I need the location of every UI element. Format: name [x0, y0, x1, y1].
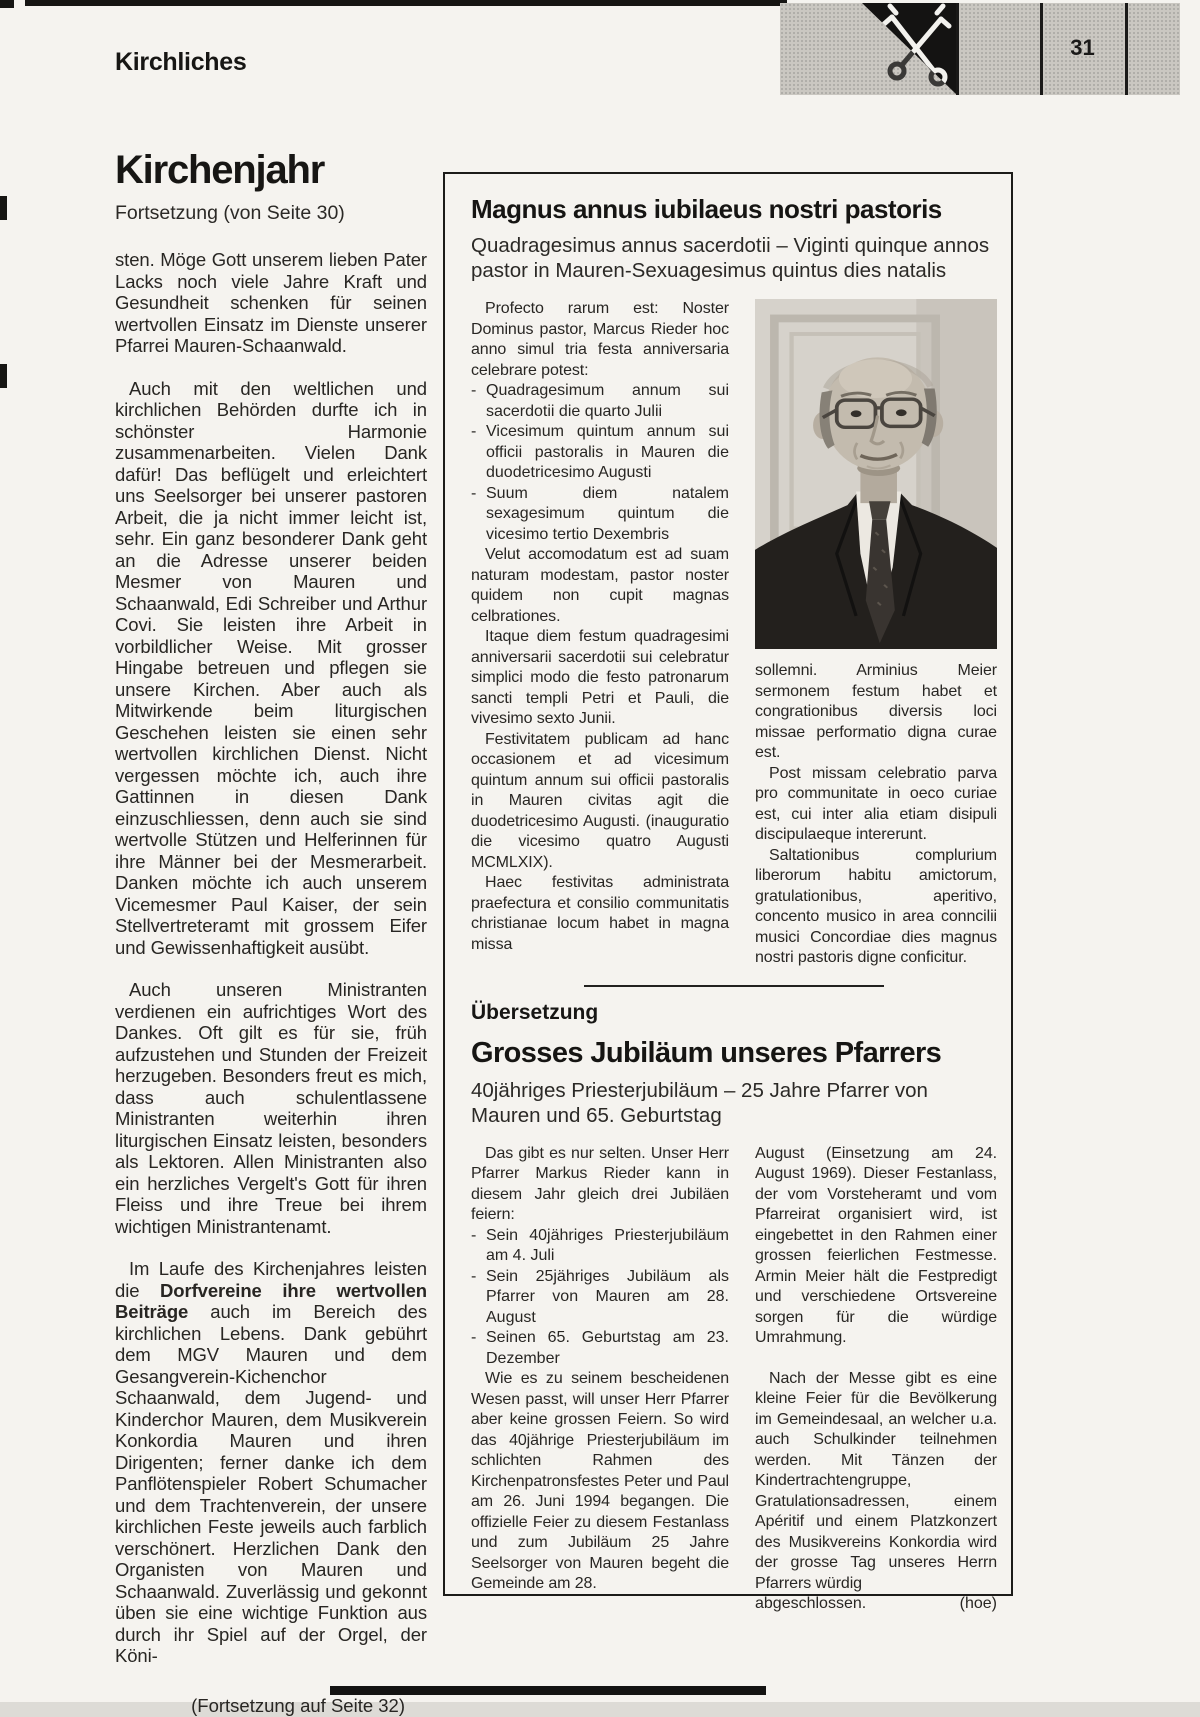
- latin-article-title: Magnus annus iubilaeus nostri pastoris: [471, 194, 942, 224]
- boxed-article: [443, 172, 1013, 1612]
- translation-column-1: [471, 1144, 729, 1615]
- latin-article-subtitle: Quadragesimus annus sacerdotii – Viginti quinque annos pastor in Mauren-Sexuagesimus quintus dies natalis: [471, 234, 990, 282]
- bold-phrase: Dorfvereine ihre wertvollen Beiträge: [115, 1279, 427, 1322]
- paragraph: Profecto rarum est: Noster Dominus pastor, Marcus Rieder hoc anno simul tria festa anniversaria celebrare potest:: [471, 300, 729, 379]
- list-item-text: Sein 25jähriges Jubiläum als Pfarrer von Mauren am 28. August: [486, 1267, 729, 1326]
- list-item-text: Suum diem natalem sexagesimum quintum die vicesimo tertio Dexembris: [486, 484, 729, 543]
- translation-title: Grosses Jubiläum unseres Pfarrers: [471, 1036, 942, 1069]
- paragraph: Haec festivitas administrata praefectura et consilio communitatis christianae locum habet in magna missa: [471, 874, 729, 953]
- bullet-dash: -: [471, 1267, 477, 1285]
- paragraph: sten. Möge Gott unserem lieben Pater Lacks noch viele Jahre Kraft und Gesundheit schenken für seinen wertvollen Einsatz im Dienste unserer Pfarrei Mauren-Schaanwald.: [115, 249, 427, 356]
- pastor-portrait-photo: [755, 299, 997, 649]
- paragraph: Auch unseren Ministranten verdienen ein aufrichtiges Wort des Dankes. Oft gilt es für sie, früh aufzustehen und Stunden der Freizeit herzugeben. Besonders freut es mich, dass auch schulentlassene Ministranten weiterhin ihren liturgischen Einsatz leisten, besonders als Lektoren. Allen Ministranten also ein herzliches Vergelt's Gott für ihren Fleiss und ihre Treue bei ihrem wichtigen Ministrantenamt.: [115, 979, 427, 1237]
- paragraph: Das gibt es nur selten. Unser Herr Pfarrer Markus Rieder kann in diesem Jahr gleich drei Jubiläen feiern:: [471, 1144, 729, 1223]
- translation-column-2: [755, 1144, 997, 1615]
- list-item-text: Vicesimum quintum annum sui officii pastoralis in Mauren die duodetricesimo Augusti: [486, 423, 729, 481]
- crossed-keys-icon: [862, 3, 957, 100]
- author-initials: (hoe): [959, 1595, 997, 1612]
- bullet-dash: -: [471, 1226, 477, 1244]
- list-item-text: Seinen 65. Geburtstag am 23. Dezember: [486, 1329, 729, 1367]
- translation-kicker: Übersetzung: [471, 1000, 599, 1024]
- translation-subtitle: 40jähriges Priesterjubiläum – 25 Jahre Pfarrer von Mauren und 65. Geburtstag: [471, 1078, 928, 1127]
- closing-line: [755, 1594, 997, 1615]
- paragraph: Saltationibus complurium liberorum habitu amictorum, gratulationibus, aperitivo, concento musico in area conncilii musici Concordiae dies magnus nostri pastoris digne conficitur.: [755, 846, 997, 966]
- paragraph: Wie es zu seinem bescheidenen Wesen passt, will unser Herr Pfarrer aber keine grossen Feiern. So wird das 40jährige Priesterjubiläum im schlichten Rahmen des Kirchenpatronsfestes Peter und Paul am 26. Juni 1994 begangen. Die offizielle Feier zu diesem Festanlass und zum Jubiläum 25 Jahre Seelsorger von Mauren begeht die Gemeinde am 28.: [471, 1370, 729, 1592]
- list-item: [471, 1328, 729, 1369]
- list-item: [471, 422, 729, 484]
- closing-word: abgeschlossen.: [755, 1595, 867, 1612]
- paragraph: sollemni. Arminius Meier sermonem festum habet et congrationibus diversis loci missae performatio digna curae est.: [755, 662, 997, 761]
- edge-registration-mark: [0, 196, 7, 220]
- translation-columns: [471, 1144, 997, 1615]
- paragraph: Festivitatem publicam ad hanc occasionem et ad vicesimum quintum annum sui officii pastoralis in Mauren civitas agit die duodetricesimo Augusti. (inauguratio die vicesimo quatro Augusti MCMLXIX).: [471, 730, 729, 871]
- latin-column-1: [471, 299, 729, 969]
- article-subtitle: Fortsetzung (von Seite 30): [115, 202, 345, 224]
- list-item: [471, 1267, 729, 1329]
- paragraph: Nach der Messe gibt es eine kleine Feier für die Bevölkerung im Gemeindesaal, an welcher u.a. auch Schulkinder teilnehmen werden. Mit Tänzen der Kindertrachtengruppe, Gratulationsadressen, einem Apéritif und einem Platzkonzert des Musikvereins Konkordia wird der grosse Tag unseres Herrn Pfarrers würdig: [755, 1369, 997, 1592]
- latin-column-2: [755, 299, 997, 969]
- section-divider: [584, 985, 884, 987]
- paragraph: Auch mit den weltlichen und kirchlichen Behörden durfte ich in schönster Harmonie zusammenarbeiten. Vielen Dank dafür! Das beflügelt und erleichtert uns Seelsorger bei unserer pastoren Arbeit, die ja nicht immer leicht ist, sehr. Ein ganz besonderer Dank geht an die Adresse unserer beiden Mesmer von Mauren und Schaanwald, Edi Schreiber und Arthur Covi. Sie leisten ihre Arbeit in vorbildlicher Weise. Mit grosser Hingabe betreuen und pflegen sie unsere Kirchen. Aber auch als Mitwirkende beim liturgischen Geschehen leisten sie einen sehr wertvollen kirchlichen Dienst. Nicht vergessen möchte ich, auch ihre Gattinnen in diesen Dank einzuschliessen, denn auch sie sind wertvolle Stützen und Helferinnen für ihre Männer bei der Mesmerarbeit. Danken möchte ich auch unserem Vicemesmer Paul Kaiser, der sein Stellvertreteramt mit grossem Eifer und Gewissenhaftigkeit ausübt.: [115, 377, 427, 958]
- article-title: Kirchenjahr: [115, 148, 325, 192]
- folio-box: [780, 3, 1180, 95]
- folio-divider: [956, 3, 959, 95]
- paragraph: Itaque diem festum quadragesimi anniversarii sacerdotii sui celebratur simplici modo die festo patronarum sancti templi Petri et Pauli, die vivesimo sexto Junii.: [471, 628, 729, 727]
- edge-registration-mark: [0, 364, 7, 388]
- list-item-text: Quadragesimum annum sui sacerdotii die quarto Julii: [486, 382, 729, 420]
- top-rule: [25, 0, 787, 6]
- paragraph: Post missam celebratio parva pro communitate in oeco curiae est, cui inter alia etiam disipuli discipulaeque intererunt.: [755, 764, 997, 843]
- bullet-dash: -: [471, 1329, 477, 1346]
- bullet-dash: -: [471, 423, 477, 440]
- list-item: [471, 1226, 729, 1267]
- paragraph: August (Einsetzung am 24. August 1969). Dieser Festanlass, der vom Vorsteheramt und vom Pfarreirat organisiert wird, ist eingebettet in den Rahmen einer grossen feierlichen Festmesse. Armin Meier hält die Festpredigt und verschiedene Ortsvereine sorgen für die würdige Umrahmung.: [755, 1144, 997, 1346]
- latin-article-columns: [471, 299, 997, 969]
- paragraph-text: Im Laufe des Kirchenjahres leisten die: [115, 1258, 427, 1301]
- left-article: [115, 148, 427, 1717]
- paragraph: Velut accomodatum est ad suam naturam modestam, pastor noster quidem non cupit magnas celbrationes.: [471, 546, 729, 625]
- continuation-note: (Fortsetzung auf Seite 32): [191, 1694, 405, 1716]
- bullet-dash: -: [471, 484, 477, 502]
- folio-divider: [1125, 3, 1128, 95]
- page-number: 31: [1070, 35, 1095, 60]
- list-item-text: Sein 40jähriges Priesterjubiläum am 4. Juli: [486, 1226, 729, 1264]
- bullet-dash: -: [471, 382, 477, 399]
- list-item: [471, 484, 729, 546]
- paragraph: [115, 1258, 427, 1667]
- paragraph-text: auch im Bereich des kirchlichen Lebens. Dank gebührt dem MGV Mauren und dem Gesangverein-Kichenchor Schaanwald, dem Jugend- und Kinderchor Mauren, dem Musikverein Konkordia Mauren und ihren Dirigenten; ferner danke ich dem Panflötenspieler Robert Schumacher und dem Trachtenverein, der unsere kirchlichen Feste jeweils auch farblich verschönert. Herzlichen Dank den Organisten von Mauren und Schaanwald. Zuverlässig und gekonnt üben sie eine wichtige Funktion aus durch ihr Spiel auf der Orgel, der Köni-: [115, 1301, 427, 1666]
- corner-registration-mark: [0, 0, 14, 8]
- list-item: [471, 381, 729, 422]
- section-masthead: Kirchliches: [115, 48, 247, 76]
